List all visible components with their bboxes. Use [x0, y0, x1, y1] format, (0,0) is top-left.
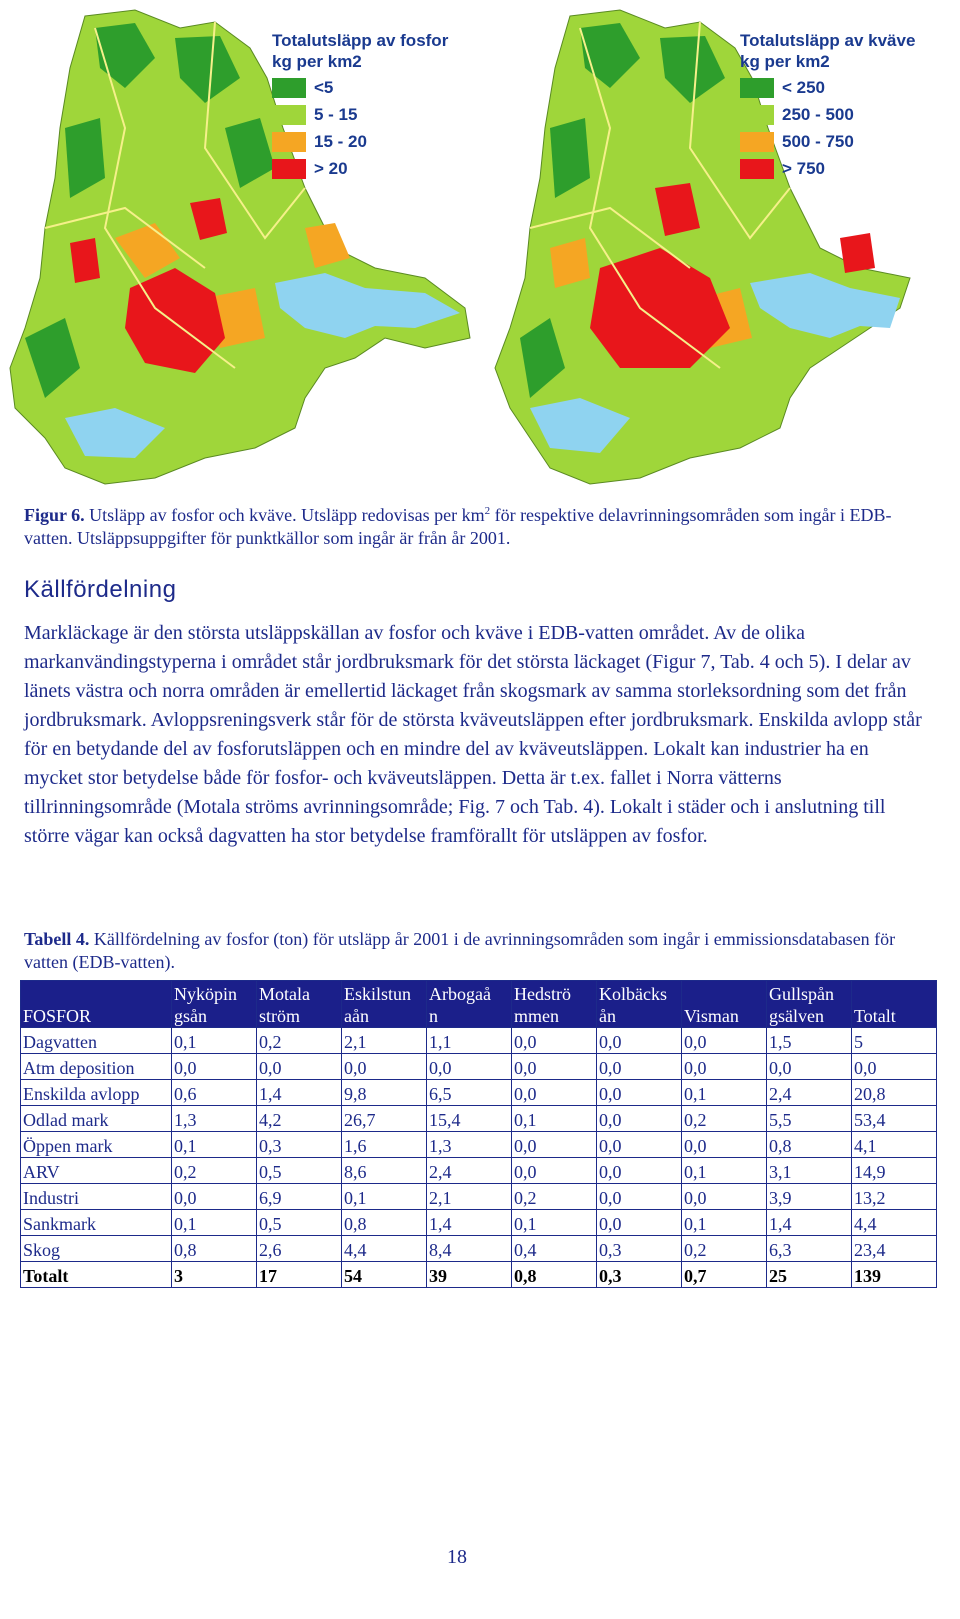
legend-label: 15 - 20	[314, 132, 367, 151]
table-cell: 0,1	[342, 1184, 427, 1210]
table-cell: 3,9	[767, 1184, 852, 1210]
table-cell: 0,0	[597, 1158, 682, 1184]
table-row	[21, 1028, 937, 1054]
table-cell: 6,9	[257, 1184, 342, 1210]
legend-title: Totalutsläpp av kväve	[740, 31, 916, 50]
table-cell: 2,1	[427, 1184, 512, 1210]
table-cell: 0,0	[597, 1132, 682, 1158]
table-cell: 0,0	[597, 1106, 682, 1132]
table-cell: 17	[257, 1262, 342, 1288]
column-header-line: Visman	[684, 1006, 739, 1026]
table-cell: 0,1	[172, 1132, 257, 1158]
table-cell: 0,8	[342, 1210, 427, 1236]
legend-title: Totalutsläpp av fosfor	[272, 31, 449, 50]
table-row	[21, 1262, 937, 1288]
table-cell: 0,2	[172, 1158, 257, 1184]
row-label: Öppen mark	[21, 1132, 172, 1158]
table-cell: 0,0	[597, 1184, 682, 1210]
table-cell: 26,7	[342, 1106, 427, 1132]
table-cell: 0,8	[172, 1236, 257, 1262]
table-cell: 0,0	[682, 1132, 767, 1158]
legend-item	[740, 104, 915, 126]
table-cell: 0,0	[597, 1210, 682, 1236]
table-cell: 1,5	[767, 1028, 852, 1054]
section-title: Källfördelning	[24, 576, 177, 603]
table-cell: 20,8	[852, 1080, 937, 1106]
legend-item	[272, 77, 448, 99]
table-header-row	[21, 981, 937, 1028]
table-cell: 54	[342, 1262, 427, 1288]
table-cell: 0,0	[597, 1080, 682, 1106]
table-cell: 0,1	[172, 1210, 257, 1236]
table-cell: 2,4	[767, 1080, 852, 1106]
table-cell: 1,1	[427, 1028, 512, 1054]
table-cell: 0,0	[172, 1054, 257, 1080]
figure-maps	[0, 0, 960, 490]
table-cell: 2,4	[427, 1158, 512, 1184]
column-header-line: Gullspån	[769, 984, 834, 1004]
figure-caption	[24, 500, 924, 550]
table-cell: 0,0	[682, 1054, 767, 1080]
legend-swatch	[740, 105, 774, 125]
table-cell: 0,0	[257, 1054, 342, 1080]
table-cell: 4,1	[852, 1132, 937, 1158]
legend-item	[740, 131, 915, 153]
column-header-line: Arbogaå	[429, 984, 491, 1004]
table-cell: 0,3	[597, 1236, 682, 1262]
table-cell: 4,4	[852, 1210, 937, 1236]
legend-item	[740, 158, 915, 180]
column-header-line: ån	[599, 1006, 616, 1026]
table-cell: 4,4	[342, 1236, 427, 1262]
table-cell: 0,2	[257, 1028, 342, 1054]
table-cell: 0,1	[682, 1158, 767, 1184]
table-cell: 0,4	[512, 1236, 597, 1262]
column-header	[172, 981, 257, 1028]
table-row	[21, 1210, 937, 1236]
column-header-line	[23, 983, 169, 1005]
column-header	[257, 981, 342, 1028]
table-cell: 0,0	[852, 1054, 937, 1080]
legend-label: 5 - 15	[314, 105, 358, 124]
table-cell: 9,8	[342, 1080, 427, 1106]
column-header	[852, 981, 937, 1028]
table-row	[21, 1236, 937, 1262]
table-cell: 1,4	[767, 1210, 852, 1236]
table-cell: 5,5	[767, 1106, 852, 1132]
legend-subtitle: kg per km2	[740, 52, 830, 71]
table-cell: 0,8	[512, 1262, 597, 1288]
table-cell: 6,3	[767, 1236, 852, 1262]
column-header	[512, 981, 597, 1028]
column-header	[597, 981, 682, 1028]
table-row	[21, 1080, 937, 1106]
legend-swatch	[272, 132, 306, 152]
table-cell: 0,2	[682, 1236, 767, 1262]
legend-label: 250 - 500	[782, 105, 854, 124]
table-cell: 0,5	[257, 1158, 342, 1184]
table-cell: 13,2	[852, 1184, 937, 1210]
column-header	[767, 981, 852, 1028]
table-cell: 0,0	[512, 1132, 597, 1158]
table-cell: 0,0	[172, 1184, 257, 1210]
table-cell: 3,1	[767, 1158, 852, 1184]
table-cell: 0,0	[682, 1184, 767, 1210]
table-cell: 0,1	[512, 1210, 597, 1236]
map-red	[840, 233, 875, 273]
column-header	[21, 981, 172, 1028]
column-header-line: FOSFOR	[23, 1006, 92, 1026]
table-cell: 0,0	[427, 1054, 512, 1080]
table-cell: 139	[852, 1262, 937, 1288]
table-cell: 3	[172, 1262, 257, 1288]
legend-swatch	[272, 159, 306, 179]
table-cell: 15,4	[427, 1106, 512, 1132]
table-cell: 0,0	[597, 1054, 682, 1080]
table-cell: 0,1	[682, 1210, 767, 1236]
legend-label: 500 - 750	[782, 132, 854, 151]
table-cell: 0,0	[767, 1054, 852, 1080]
row-label: Industri	[21, 1184, 172, 1210]
column-header-line: Kolbäcks	[599, 984, 667, 1004]
legend-item	[272, 131, 448, 153]
column-header	[342, 981, 427, 1028]
column-header-line	[684, 983, 764, 1005]
table-cell: 2,1	[342, 1028, 427, 1054]
table-cell: 0,6	[172, 1080, 257, 1106]
column-header-line	[854, 983, 934, 1005]
row-label: Sankmark	[21, 1210, 172, 1236]
table-cell: 0,0	[342, 1054, 427, 1080]
legend-subtitle: kg per km2	[272, 52, 362, 71]
table-cell: 0,0	[512, 1028, 597, 1054]
column-header	[427, 981, 512, 1028]
legend-label: <5	[314, 78, 334, 97]
row-label: ARV	[21, 1158, 172, 1184]
legend-swatch	[740, 132, 774, 152]
caption-text: för respektive delavrinningsområden som ingår i EDB-vatten. Utsläppsuppgifter för punktkällor som ingår är från år 2001.	[24, 505, 892, 548]
legend-swatch	[272, 78, 306, 98]
table-cell: 0,8	[767, 1132, 852, 1158]
column-header-line: n	[429, 1006, 438, 1026]
legend-swatch	[740, 78, 774, 98]
table-cell: 0,2	[682, 1106, 767, 1132]
table-cell: 0,1	[682, 1080, 767, 1106]
table-cell: 1,4	[257, 1080, 342, 1106]
table-cell: 23,4	[852, 1236, 937, 1262]
column-header-line: Totalt	[854, 1006, 896, 1026]
legend-label: > 20	[314, 159, 348, 178]
column-header-line: gsälven	[769, 1006, 824, 1026]
nitrogen-legend	[740, 30, 915, 180]
map-red	[70, 238, 100, 283]
table-cell: 1,3	[172, 1106, 257, 1132]
column-header-line: Eskilstun	[344, 984, 412, 1004]
caption-text: Utsläpp av fosfor och kväve. Utsläpp redovisas per km	[84, 505, 485, 525]
table-cell: 0,7	[682, 1262, 767, 1288]
row-label: Odlad mark	[21, 1106, 172, 1132]
row-label: Atm deposition	[21, 1054, 172, 1080]
table-cell: 0,0	[682, 1028, 767, 1054]
row-label: Totalt	[21, 1262, 172, 1288]
caption-label: Figur 6.	[24, 505, 85, 525]
column-header-line: aån	[344, 1006, 369, 1026]
table-row	[21, 1158, 937, 1184]
column-header-line: Hedströ	[514, 984, 571, 1004]
row-label: Skog	[21, 1236, 172, 1262]
table-cell: 8,6	[342, 1158, 427, 1184]
table-caption	[24, 928, 924, 974]
table-cell: 39	[427, 1262, 512, 1288]
table-cell: 1,4	[427, 1210, 512, 1236]
table-cell: 0,0	[512, 1158, 597, 1184]
phosphorus-legend	[272, 30, 448, 180]
table-cell: 0,1	[512, 1106, 597, 1132]
table-caption-text: Källfördelning av fosfor (ton) för utsläpp år 2001 i de avrinningsområden som ingår i emmissionsdatabasen för vatten (EDB-vatten).	[24, 929, 896, 972]
legend-label: > 750	[782, 159, 826, 178]
table-caption-label: Tabell 4.	[24, 929, 90, 949]
legend-item	[272, 104, 448, 126]
column-header-line: gsån	[174, 1006, 207, 1026]
column-header-line: Motala	[259, 984, 310, 1004]
table-row	[21, 1184, 937, 1210]
table-cell: 6,5	[427, 1080, 512, 1106]
caption-superscript: 2	[484, 505, 491, 517]
table-cell: 0,3	[597, 1262, 682, 1288]
table-cell: 1,6	[342, 1132, 427, 1158]
column-header	[682, 981, 767, 1028]
table-cell: 0,0	[512, 1080, 597, 1106]
section-body: Markläckage är den största utsläppskällan av fosfor och kväve i EDB-vatten området. Av de olika markanvändingstyperna i området står jordbruksmark för det största läckaget (Figur 7, Tab. 4 och 5). I delar av länets västra och norra områden är emellertid läckaget från skogsmark av samma storleksordning som det från jordbruksmark. Avloppsreningsverk står för de största kväveutsläppen efter jordbruksmark. Enskilda avlopp står för en betydande del av fosforutsläppen och en mindre del av kväveutsläppen. Lokalt kan industrier ha en mycket stor betydelse både för fosfor- och kväveutsläppen. Detta är t.ex. fallet i Norra vätterns tillrinningsområde (Motala ströms avrinningsområde; Fig. 7 och Tab. 4). Lokalt i städer och i anslutning till större vägar kan också dagvatten ha stor betydelse framförallt för utsläppen av fosfor.	[24, 622, 922, 847]
column-header-line: Nyköpin	[174, 984, 237, 1004]
row-label: Dagvatten	[21, 1028, 172, 1054]
table-row	[21, 1054, 937, 1080]
legend-item	[740, 77, 915, 99]
table-row	[21, 1106, 937, 1132]
table-cell: 25	[767, 1262, 852, 1288]
table-cell: 0,1	[172, 1028, 257, 1054]
table-cell: 4,2	[257, 1106, 342, 1132]
phosphorus-table	[20, 980, 937, 1288]
page-number: 18	[447, 1546, 467, 1568]
column-header-line: ström	[259, 1006, 301, 1026]
table-cell: 0,3	[257, 1132, 342, 1158]
legend-swatch	[272, 105, 306, 125]
legend-label: < 250	[782, 78, 826, 97]
table-cell: 14,9	[852, 1158, 937, 1184]
table-cell: 8,4	[427, 1236, 512, 1262]
table-cell: 1,3	[427, 1132, 512, 1158]
table-cell: 0,0	[597, 1028, 682, 1054]
table-row	[21, 1132, 937, 1158]
table-cell: 0,5	[257, 1210, 342, 1236]
table-cell: 0,0	[512, 1054, 597, 1080]
table-cell: 5	[852, 1028, 937, 1054]
table-cell: 0,2	[512, 1184, 597, 1210]
table-cell: 2,6	[257, 1236, 342, 1262]
legend-swatch	[740, 159, 774, 179]
legend-item	[272, 158, 448, 180]
table-cell: 53,4	[852, 1106, 937, 1132]
column-header-line: mmen	[514, 1006, 559, 1026]
row-label: Enskilda avlopp	[21, 1080, 172, 1106]
